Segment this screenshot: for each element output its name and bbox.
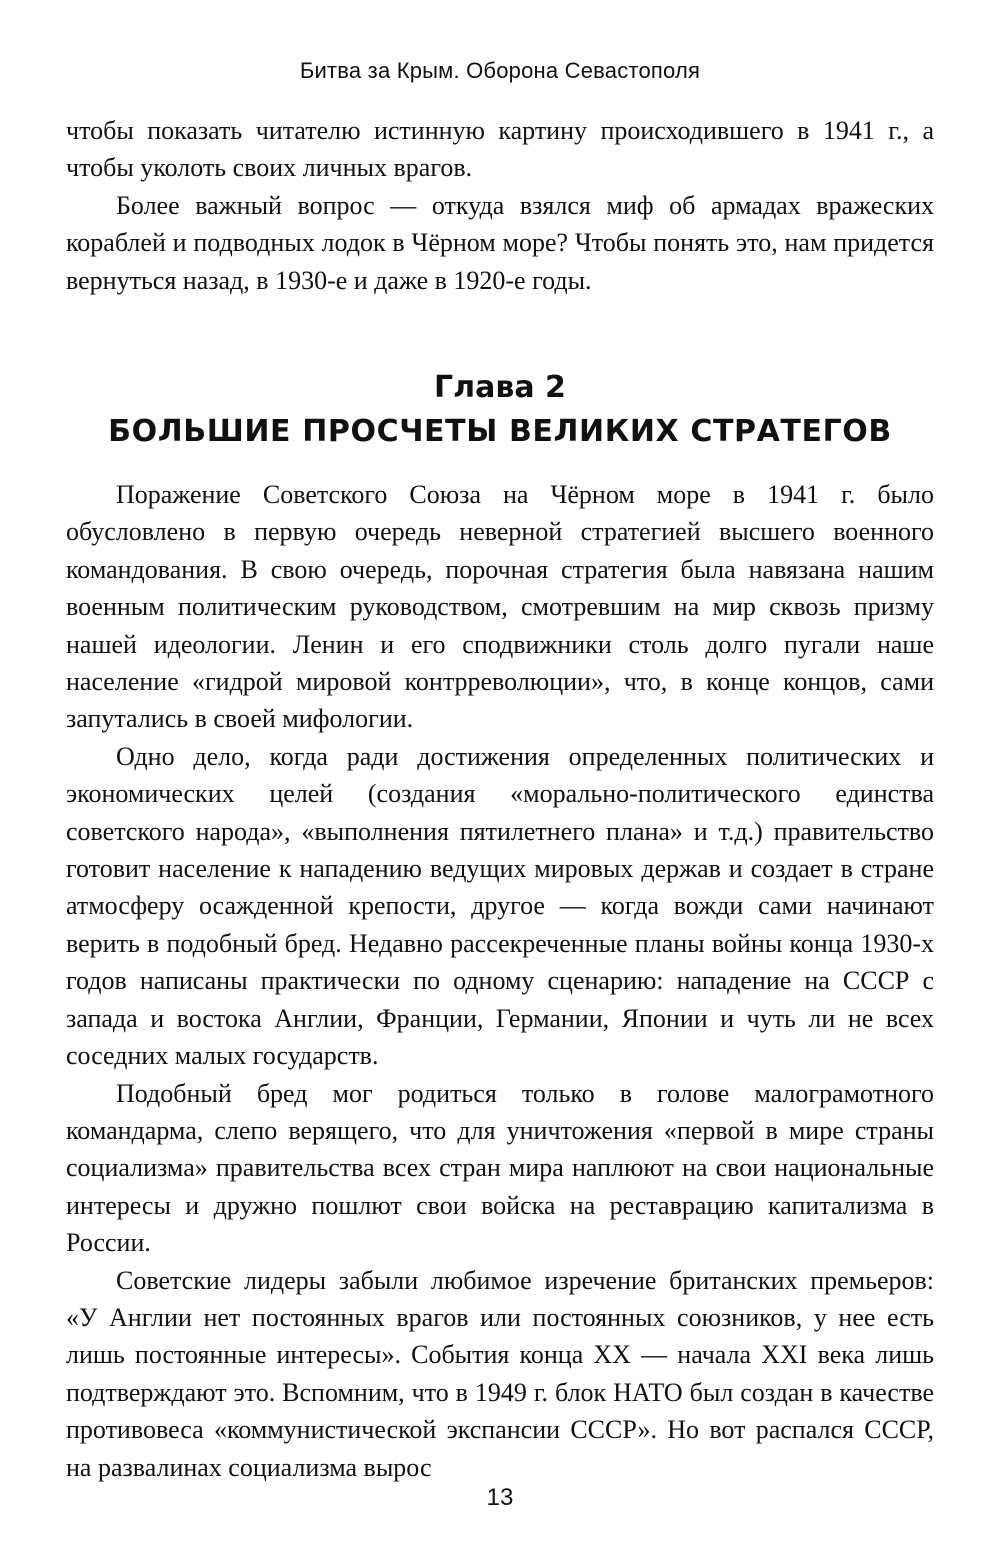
- intro-text: [66, 112, 934, 299]
- chapter-paragraph-4: Советские лидеры забыли любимое изречение британских премьеров: «У Англии нет постоянных врагов или постоянных союзников, у нее есть лишь постоянные интересы». События конца XX — начала XXI века лишь подтверждают это. Вспомним, что в 1949 г. блок НАТО был создан в качестве противовеса «коммунистической экспансии СССР». Но вот распался СССР, на развалинах социализма вырос: [66, 1265, 934, 1482]
- chapter-paragraph-2: Одно дело, когда ради достижения определенных политических и экономических целей (создания «морально-политического единства советского народа», «выполнения пятилетнего плана» и т.д.) правительство готовит население к нападению ведущих мировых держав и создает в стране атмосферу осажденной крепости, другое — когда вожди сами начинают верить в подобный бред. Недавно рассекреченные планы войны конца 1930-х годов написаны практически по одному сценарию: нападение на СССР с запада и востока Англии, Франции, Германии, Японии и чуть ли не всех соседних малых государств.: [66, 741, 934, 1071]
- chapter-paragraph-3: Подобный бред мог родиться только в голове малограмотного командарма, слепо верящего, что для уничтожения «первой в мире страны социализма» правительства всех стран мира наплюют на свои национальные интересы и дружно пошлют свои войска на реставрацию капитализма в России.: [66, 1078, 934, 1258]
- running-header: Битва за Крым. Оборона Севастополя: [299, 58, 701, 83]
- page-number: 13: [486, 1484, 514, 1511]
- chapter-heading: [0, 368, 1000, 456]
- chapter-body: [66, 476, 934, 1486]
- chapter-title: БОЛЬШИЕ ПРОСЧЕТЫ ВЕЛИКИХ СТРАТЕГОВ: [108, 414, 892, 449]
- intro-paragraph-2: Более важный вопрос — откуда взялся миф об армадах вражеских кораблей и подводных лодок в Чёрном море? Чтобы понять это, нам придется вернуться назад, в 1930-е и даже в 1920-е годы.: [66, 190, 934, 295]
- intro-paragraph-1: чтобы показать читателю истинную картину происходившего в 1941 г., а чтобы уколоть своих личных врагов.: [66, 116, 934, 183]
- chapter-number: Глава 2: [434, 370, 566, 405]
- chapter-paragraph-1: Поражение Советского Союза на Чёрном море в 1941 г. было обусловлено в первую очередь неверной стратегией высшего военного командования. В свою очередь, порочная стратегия была навязана нашим военным политическим руководством, смотревшим на мир сквозь призму нашей идеологии. Ленин и его сподвижники столь долго пугали наше население «гидрой мировой контрреволюции», что, в конце концов, сами запутались в своей мифологии.: [66, 480, 934, 734]
